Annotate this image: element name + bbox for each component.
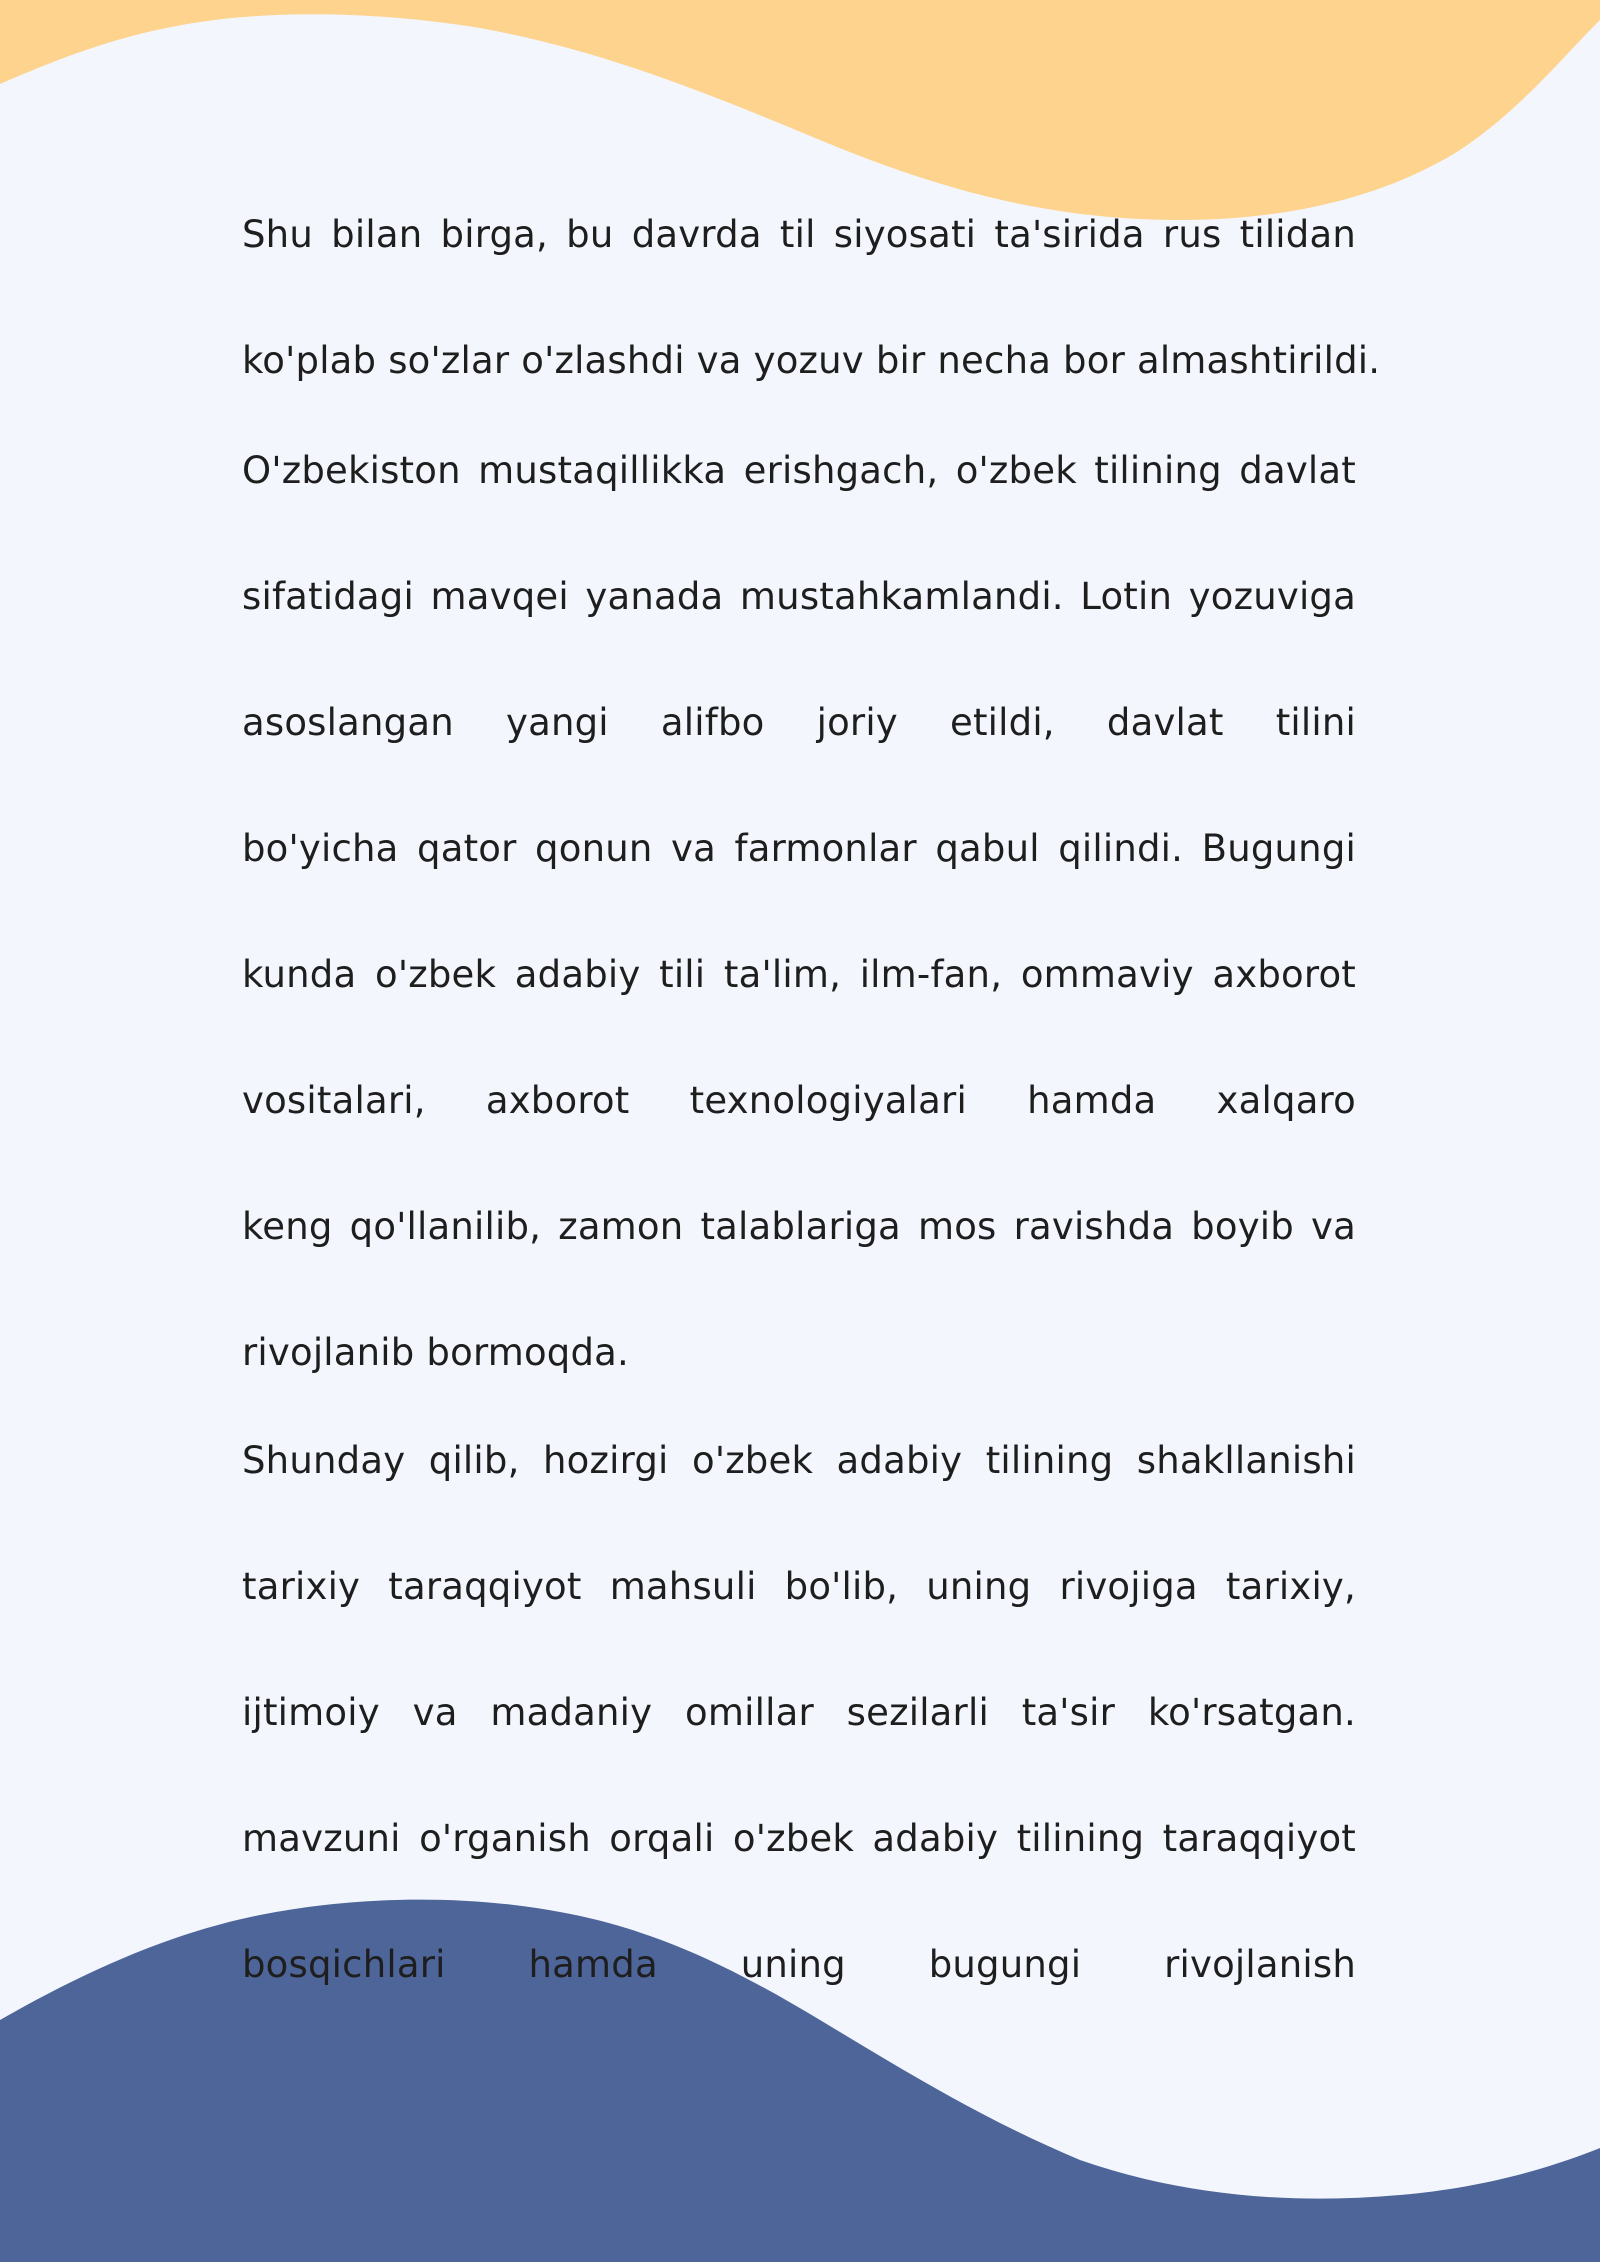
- paragraph-3: [242, 1398, 1356, 2028]
- text-line: kunda o'zbek adabiy tili ta'lim, ilm-fan, ommaviy axborot: [242, 953, 1356, 996]
- text-line: Shunday qilib, hozirgi o'zbek adabiy tilining shakllanishi: [242, 1439, 1356, 1482]
- text-line: keng qo'llanilib, zamon talablariga mos ravishda boyib va: [242, 1205, 1356, 1248]
- paragraph-1: [242, 172, 1381, 424]
- text-line: bosqichlari hamda uning bugungi rivojlanish: [242, 1943, 1356, 1986]
- text-line: sifatidagi mavqei yanada mustahkamlandi. Lotin yozuviga: [242, 575, 1356, 618]
- text-line: tarixiy taraqqiyot mahsuli bo'lib, uning rivojiga tarixiy,: [242, 1565, 1356, 1608]
- document-body: [242, 172, 1381, 2028]
- text-line: vositalari, axborot texnologiyalari hamda xalqaro: [242, 1079, 1356, 1122]
- text-line: ijtimoiy va madaniy omillar sezilarli ta'sir ko'rsatgan.: [242, 1691, 1356, 1734]
- text-line: Shu bilan birga, bu davrda til siyosati ta'sirida rus tilidan: [242, 213, 1356, 256]
- text-line: bo'yicha qator qonun va farmonlar qabul qilindi. Bugungi: [242, 827, 1356, 870]
- text-line: mavzuni o'rganish orqali o'zbek adabiy tilining taraqqiyot: [242, 1817, 1356, 1860]
- text-line: O'zbekiston mustaqillikka erishgach, o'zbek tilining davlat: [242, 449, 1356, 492]
- paragraph-2: [242, 408, 1356, 1416]
- text-line: ko'plab so'zlar o'zlashdi va yozuv bir necha bor almashtirildi.: [242, 339, 1381, 382]
- text-line: asoslangan yangi alifbo joriy etildi, davlat tilini: [242, 701, 1356, 744]
- text-line: rivojlanib bormoqda.: [242, 1331, 630, 1374]
